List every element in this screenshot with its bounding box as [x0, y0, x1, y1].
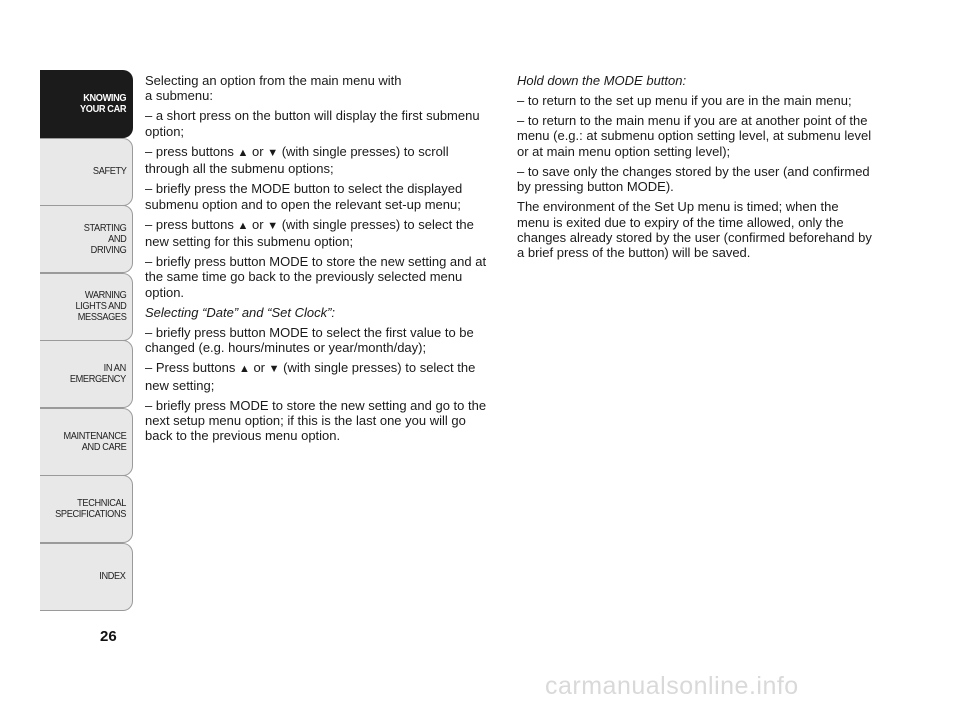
paragraph — [145, 360, 495, 393]
paragraph: – to return to the set up menu if you are in the main menu; — [517, 93, 852, 108]
text: – press buttons — [145, 216, 238, 232]
tab-maintenance-and-care[interactable] — [40, 408, 133, 476]
subheading: Hold down the MODE button: — [517, 73, 687, 88]
text: – Press buttons — [145, 360, 239, 376]
text: or — [248, 216, 268, 232]
tab-label: WARNING LIGHTS AND MESSAGES — [74, 290, 126, 323]
text: a submenu: — [145, 88, 213, 104]
tab-starting-and-driving[interactable] — [40, 205, 133, 273]
tab-in-an-emergency[interactable] — [40, 340, 133, 408]
subheading: Selecting “Date” and “Set Clock”: — [145, 304, 336, 320]
paragraph: – briefly press button MODE to select the first value to be changed (e.g. hours/minutes or year/month/day); — [145, 324, 474, 356]
watermark: carmanualsonline.info — [545, 672, 799, 700]
text: or — [248, 143, 268, 159]
tab-label: MAINTENANCE AND CARE — [63, 430, 126, 453]
text: (with single presses) to scroll through all the submenu options; — [145, 143, 449, 177]
text: or — [249, 360, 269, 376]
tab-label: TECHNICAL SPECIFICATIONS — [55, 498, 126, 520]
text: Selecting an option from the main menu with — [145, 73, 402, 88]
paragraph: – to save only the changes stored by the user (and confirmed by pressing button MODE). — [517, 163, 870, 195]
paragraph: – briefly press the MODE button to select the displayed submenu option and to open the relevant set-up menu; — [145, 181, 463, 212]
tab-label: INDEX — [99, 571, 126, 582]
up-triangle-icon: ▲ — [237, 146, 249, 159]
down-triangle-icon: ▼ — [268, 363, 280, 376]
up-triangle-icon: ▲ — [237, 219, 249, 232]
tab-knowing-your-car[interactable] — [40, 70, 133, 138]
tab-index[interactable] — [40, 543, 133, 611]
paragraph: The environment of the Set Up menu is timed; when the menu is exited due to expiry of the time allowed, only the changes already stored by the user (confirmed beforehand by a brief press of the button) will be saved. — [517, 199, 872, 261]
text: – press buttons — [145, 143, 238, 159]
text-column-left — [145, 73, 495, 448]
down-triangle-icon: ▼ — [267, 146, 279, 159]
paragraph: – briefly press MODE to store the new setting and go to the next setup menu option; if this is the last one you will go back to the previous menu option. — [145, 397, 487, 444]
down-triangle-icon: ▼ — [267, 219, 279, 232]
page-number: 26 — [100, 628, 117, 645]
tab-label: STARTING AND DRIVING — [83, 222, 126, 256]
paragraph — [145, 144, 495, 177]
tab-technical-specifications[interactable] — [40, 475, 133, 543]
paragraph: – briefly press button MODE to store the new setting and at the same time go back to the previously selected menu option. — [145, 254, 487, 300]
paragraph: – a short press on the button will display the first submenu option; — [145, 108, 480, 139]
up-triangle-icon: ▲ — [238, 363, 250, 376]
tab-label: IN AN EMERGENCY — [70, 363, 126, 385]
tab-label: SAFETY — [92, 166, 126, 177]
text: (with single presses) to select the new setting for this submenu option; — [145, 216, 474, 250]
tab-safety[interactable] — [40, 138, 133, 206]
text-column-right — [517, 73, 872, 265]
paragraph — [145, 217, 495, 250]
tab-warning-lights[interactable] — [40, 273, 133, 341]
paragraph — [145, 73, 495, 104]
tab-label: KNOWING YOUR CAR — [79, 93, 126, 115]
section-tabs — [40, 70, 133, 611]
text: (with single presses) to select the new setting; — [145, 360, 476, 393]
paragraph: – to return to the main menu if you are at another point of the menu (e.g.: at submenu option setting level, at submenu level or at main menu option setting level); — [517, 113, 872, 159]
